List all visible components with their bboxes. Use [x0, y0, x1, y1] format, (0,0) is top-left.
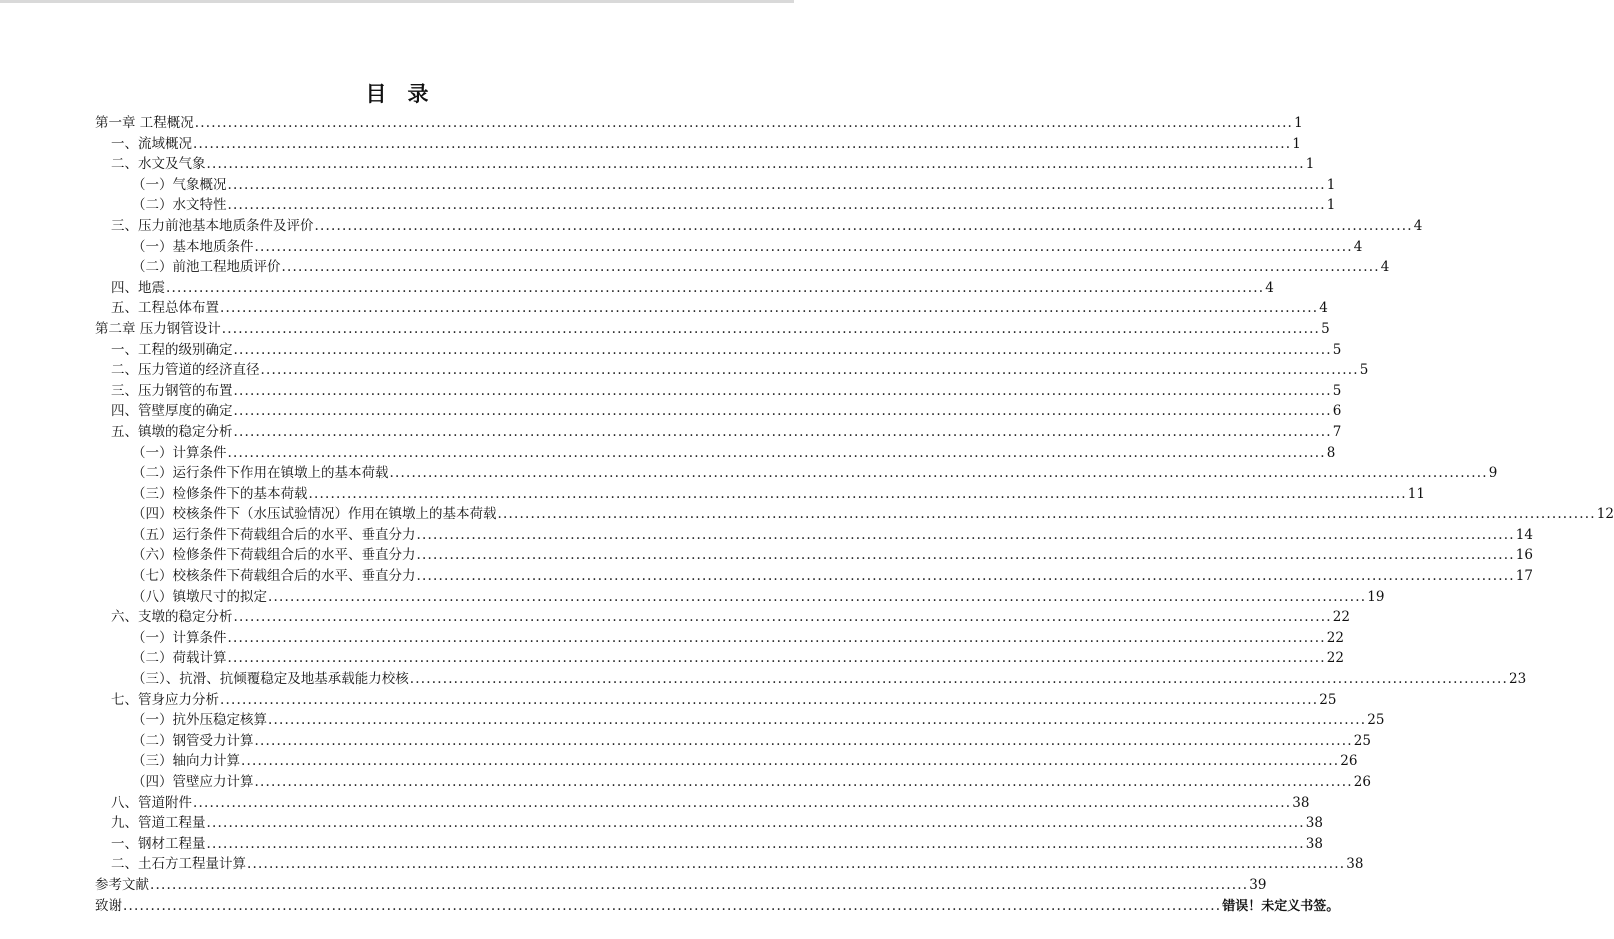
toc-entry[interactable] — [95, 710, 1385, 731]
toc-dot-leader: ........................................................................................................................................................................................................ — [233, 341, 1332, 358]
toc-entry-label: 第一章 工程概况 — [95, 115, 194, 131]
toc-entry[interactable] — [95, 793, 1310, 814]
toc-dot-leader: ........................................................................................................................................................................................................ — [220, 691, 1319, 708]
toc-dot-leader: ........................................................................................................................................................................................................ — [206, 156, 1305, 173]
toc-entry[interactable] — [95, 422, 1342, 443]
toc-page-number: 16 — [1515, 547, 1533, 564]
toc-dot-leader: ........................................................................................................................................................................................................ — [260, 362, 1359, 379]
toc-entry-label: （二）荷载计算 — [132, 650, 227, 667]
toc-entry-label: （二）运行条件下作用在镇墩上的基本荷载 — [132, 465, 389, 482]
toc-dot-leader: ........................................................................................................................................................................................................ — [221, 320, 1321, 337]
toc-entry-label: （八）镇墩尺寸的拟定 — [132, 588, 267, 605]
toc-entry-label: 一、钢材工程量 — [111, 835, 206, 852]
toc-entry-label: （四）管壁应力计算 — [132, 774, 254, 790]
toc-dot-leader: ........................................................................................................................................................................................................ — [193, 135, 1292, 152]
toc-dot-leader: ........................................................................................................................................................................................................ — [254, 774, 1353, 790]
toc-entry-label: 八、管道附件 — [111, 794, 192, 811]
toc-dot-leader: ........................................................................................................................................................................................................ — [193, 794, 1292, 811]
toc-entry[interactable] — [95, 340, 1342, 361]
toc-page-number: 7 — [1332, 423, 1342, 440]
toc-page-number: 23 — [1509, 671, 1527, 688]
toc-dot-leader: ........................................................................................................................................................................................................ — [416, 526, 1515, 543]
toc-entry-label: （一）计算条件 — [132, 629, 227, 646]
toc-entry[interactable] — [95, 381, 1342, 402]
toc-page-number: 8 — [1326, 444, 1336, 461]
toc-entry[interactable] — [95, 113, 1303, 134]
toc-entry-label: 二、压力管道的经济直径 — [111, 362, 260, 379]
toc-entry[interactable] — [95, 875, 1267, 896]
toc-page-number: 5 — [1321, 320, 1330, 337]
toc-dot-leader: ........................................................................................................................................................................................................ — [220, 300, 1319, 317]
toc-entry[interactable] — [95, 648, 1344, 669]
toc-dot-leader: ........................................................................................................................................................................................................ — [227, 650, 1326, 667]
toc-entry-label: （一）抗外压稳定核算 — [132, 712, 267, 729]
toc-entry-label: （五）运行条件下荷载组合后的水平、垂直分力 — [132, 526, 416, 543]
toc-page-number: 22 — [1326, 629, 1344, 646]
toc-entry[interactable] — [95, 545, 1533, 566]
toc-entry-label: 五、工程总体布置 — [111, 300, 219, 317]
toc-dot-leader: ........................................................................................................................................................................................................ — [409, 671, 1509, 688]
toc-page-number: 25 — [1319, 691, 1337, 708]
toc-entry[interactable] — [95, 216, 1423, 237]
toc-entry[interactable] — [95, 463, 1498, 484]
toc-page-number: 6 — [1332, 403, 1342, 420]
toc-entry[interactable] — [95, 504, 1614, 525]
toc-entry[interactable] — [95, 669, 1527, 690]
toc-error-message: 错误！未定义书签。 — [1222, 898, 1340, 914]
toc-dot-leader: ........................................................................................................................................................................................................ — [227, 629, 1326, 646]
toc-entry-label: 二、土石方工程量计算 — [111, 856, 246, 873]
toc-entry-label: （二）钢管受力计算 — [132, 732, 254, 749]
toc-dot-leader: ........................................................................................................................................................................................................ — [233, 382, 1332, 399]
toc-dot-leader: ........................................................................................................................................................................................................ — [254, 238, 1353, 255]
table-of-contents — [95, 113, 1614, 916]
toc-entry-label: （四）校核条件下（水压试验情况）作用在镇墩上的基本荷载 — [132, 506, 497, 523]
toc-entry[interactable] — [95, 566, 1533, 587]
toc-entry[interactable] — [95, 607, 1350, 628]
toc-dot-leader: ........................................................................................................................................................................................................ — [166, 279, 1265, 296]
toc-entry-label: 参考文献 — [95, 876, 149, 893]
toc-page-number: 9 — [1488, 465, 1498, 482]
toc-entry-label: （二）水文特性 — [132, 197, 227, 214]
toc-dot-leader: ........................................................................................................................................................................................................ — [247, 856, 1346, 873]
toc-dot-leader: ........................................................................................................................................................................................................ — [194, 115, 1294, 131]
toc-entry[interactable] — [95, 195, 1336, 216]
toc-entry-label: （二）前池工程地质评价 — [132, 259, 281, 276]
toc-page-number: 22 — [1332, 609, 1350, 626]
toc-entry[interactable] — [95, 154, 1315, 175]
toc-entry[interactable] — [95, 834, 1323, 855]
toc-dot-leader: ........................................................................................................................................................................................................ — [233, 609, 1332, 626]
toc-dot-leader: ........................................................................................................................................................................................................ — [206, 835, 1305, 852]
toc-entry-label: （一）计算条件 — [132, 444, 227, 461]
toc-dot-leader: ........................................................................................................................................................................................................ — [254, 732, 1353, 749]
toc-page-number: 5 — [1332, 382, 1342, 399]
toc-entry[interactable] — [95, 628, 1344, 649]
toc-dot-leader: ........................................................................................................................................................................................................ — [227, 444, 1326, 461]
toc-title: 目 录 — [365, 82, 429, 106]
toc-entry[interactable] — [95, 854, 1364, 875]
toc-entry-label: （七）校核条件下荷载组合后的水平、垂直分力 — [132, 568, 416, 585]
toc-dot-leader: ........................................................................................................................................................................................................ — [233, 403, 1332, 420]
toc-entry[interactable] — [95, 690, 1337, 711]
toc-entry[interactable] — [95, 401, 1342, 422]
toc-entry[interactable] — [95, 896, 1340, 917]
toc-page-number: 39 — [1249, 876, 1267, 893]
toc-entry-label: 九、管道工程量 — [111, 815, 206, 832]
toc-entry-label: （一）基本地质条件 — [132, 238, 254, 255]
toc-entry-label: 一、工程的级别确定 — [111, 341, 233, 358]
toc-entry[interactable] — [95, 484, 1425, 505]
page-top-border — [0, 0, 794, 3]
toc-dot-leader: ........................................................................................................................................................................................................ — [241, 753, 1340, 770]
toc-entry[interactable] — [95, 175, 1336, 196]
toc-page-number: 12 — [1596, 506, 1614, 523]
toc-page-number: 4 — [1319, 300, 1328, 317]
toc-dot-leader: ........................................................................................................................................................................................................ — [268, 588, 1367, 605]
toc-page-number: 4 — [1353, 238, 1363, 255]
toc-page-number: 5 — [1332, 341, 1342, 358]
toc-page-number: 38 — [1346, 856, 1364, 873]
toc-entry-label: （三）检修条件下的基本荷载 — [132, 485, 308, 502]
toc-entry[interactable] — [95, 278, 1274, 299]
toc-entry[interactable] — [95, 237, 1363, 258]
toc-page-number: 26 — [1353, 774, 1371, 790]
toc-dot-leader: ........................................................................................................................................................................................................ — [281, 259, 1380, 276]
toc-entry-label: 三、压力钢管的布置 — [111, 382, 233, 399]
toc-entry[interactable] — [95, 587, 1385, 608]
toc-page-number: 14 — [1515, 526, 1533, 543]
toc-entry-label: 二、水文及气象 — [111, 156, 206, 173]
toc-page-number: 5 — [1359, 362, 1369, 379]
toc-dot-leader: ........................................................................................................................................................................................................ — [389, 465, 1488, 482]
toc-dot-leader: ........................................................................................................................................................................................................ — [227, 197, 1326, 214]
toc-entry-label: 第二章 压力钢管设计 — [95, 320, 221, 337]
toc-dot-leader: ........................................................................................................................................................................................................ — [268, 712, 1367, 729]
toc-dot-leader: ........................................................................................................................................................................................................ — [497, 506, 1596, 523]
toc-page-number: 38 — [1292, 794, 1310, 811]
toc-page-number: 1 — [1326, 176, 1336, 193]
toc-dot-leader: ........................................................................................................................................................................................................ — [123, 897, 1222, 914]
toc-entry-label: 七、管身应力分析 — [111, 691, 219, 708]
toc-dot-leader: ........................................................................................................................................................................................................ — [416, 568, 1515, 585]
toc-page-number: 1 — [1294, 115, 1303, 131]
toc-entry[interactable] — [95, 772, 1371, 793]
toc-dot-leader: ........................................................................................................................................................................................................ — [308, 485, 1407, 502]
toc-entry[interactable] — [95, 134, 1301, 155]
toc-entry-label: 致谢 — [95, 897, 122, 914]
toc-entry[interactable] — [95, 319, 1330, 340]
toc-entry-label: （三）轴向力计算 — [132, 753, 240, 770]
toc-entry-label: 六、支墩的稳定分析 — [111, 609, 233, 626]
toc-dot-leader: ........................................................................................................................................................................................................ — [233, 423, 1332, 440]
toc-entry-label: 三、压力前池基本地质条件及评价 — [111, 217, 314, 234]
toc-dot-leader: ........................................................................................................................................................................................................ — [206, 815, 1305, 832]
toc-entry-label: 一、流域概况 — [111, 135, 192, 152]
toc-page-number: 4 — [1413, 217, 1423, 234]
toc-entry[interactable] — [95, 257, 1390, 278]
toc-dot-leader: ........................................................................................................................................................................................................ — [314, 217, 1413, 234]
toc-entry-label: （一）气象概况 — [132, 176, 227, 193]
toc-page-number: 4 — [1265, 279, 1274, 296]
toc-page-number: 25 — [1353, 732, 1371, 749]
toc-page-number: 1 — [1305, 156, 1315, 173]
toc-page-number: 22 — [1326, 650, 1344, 667]
toc-entry[interactable] — [95, 525, 1533, 546]
toc-page-number: 11 — [1407, 485, 1425, 502]
toc-entry-label: （六）检修条件下荷载组合后的水平、垂直分力 — [132, 547, 416, 564]
toc-page-number: 1 — [1326, 197, 1336, 214]
toc-page-number: 38 — [1305, 815, 1323, 832]
toc-entry-label: 四、地震 — [111, 279, 165, 296]
toc-page-number: 19 — [1367, 588, 1385, 605]
toc-page-number: 4 — [1380, 259, 1390, 276]
toc-entry[interactable] — [95, 731, 1371, 752]
toc-page-number: 25 — [1367, 712, 1385, 729]
toc-dot-leader: ........................................................................................................................................................................................................ — [227, 176, 1326, 193]
toc-entry-label: 五、镇墩的稳定分析 — [111, 423, 233, 440]
toc-dot-leader: ........................................................................................................................................................................................................ — [150, 876, 1249, 893]
toc-entry[interactable] — [95, 360, 1369, 381]
toc-page-number: 17 — [1515, 568, 1533, 585]
toc-entry[interactable] — [95, 751, 1358, 772]
toc-page-number: 26 — [1340, 753, 1358, 770]
toc-entry[interactable] — [95, 443, 1336, 464]
toc-entry-label: 四、管壁厚度的确定 — [111, 403, 233, 420]
toc-page-number: 1 — [1292, 135, 1301, 152]
toc-page-number: 38 — [1305, 835, 1323, 852]
toc-entry[interactable] — [95, 813, 1323, 834]
toc-entry-label: （三）、抗滑、抗倾覆稳定及地基承载能力校核 — [132, 671, 409, 688]
toc-entry[interactable] — [95, 298, 1328, 319]
toc-dot-leader: ........................................................................................................................................................................................................ — [416, 547, 1515, 564]
